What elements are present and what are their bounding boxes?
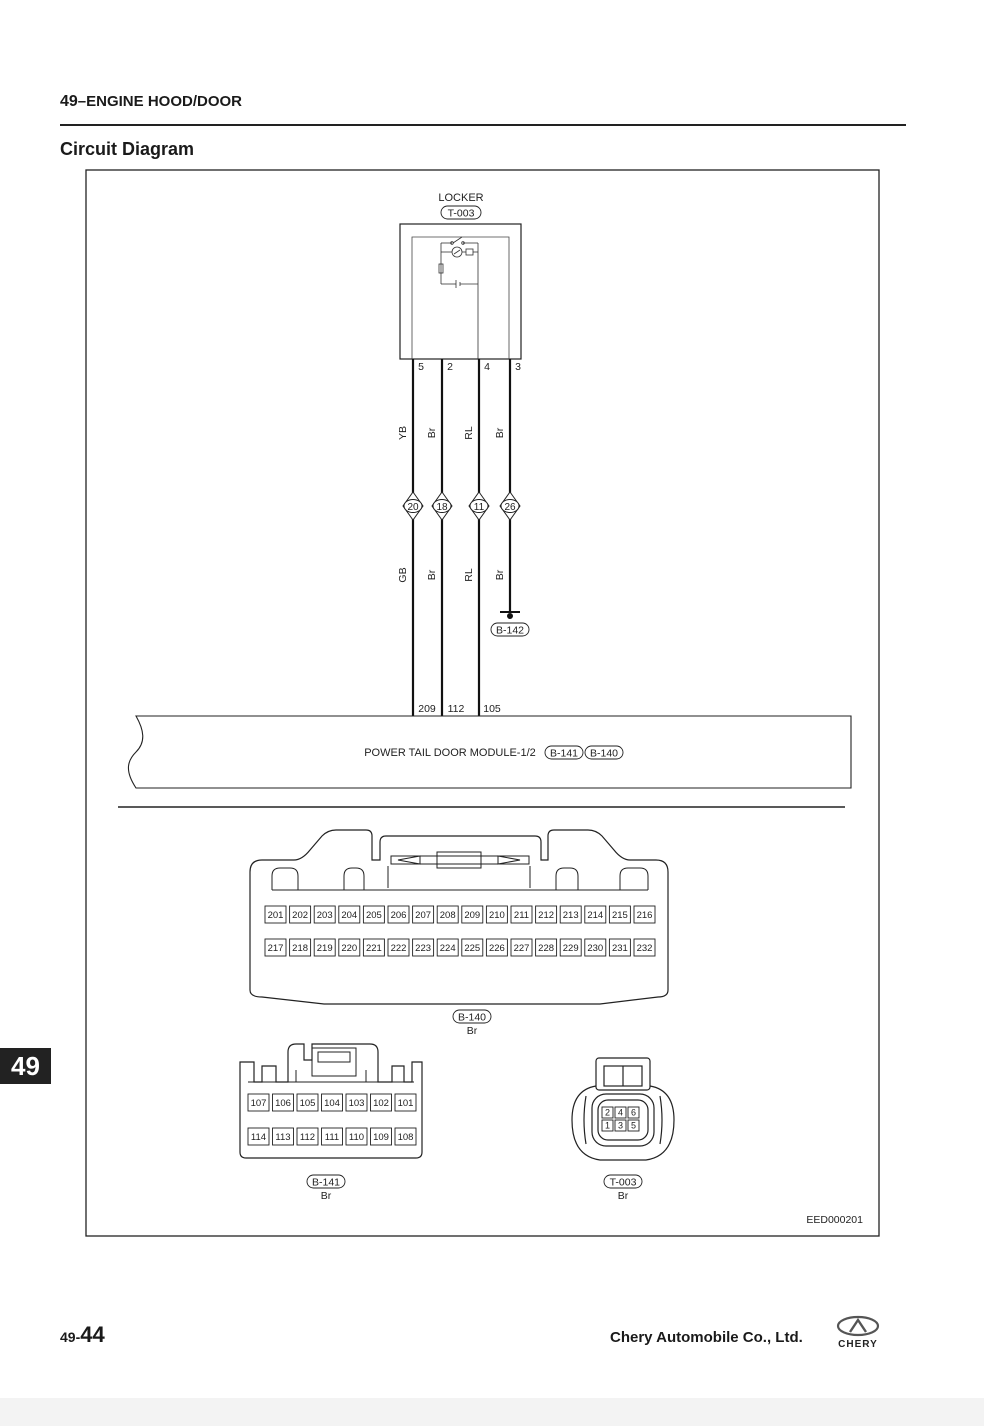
b140-pin-label: 210 (488, 909, 505, 921)
splice-number: 18 (436, 502, 448, 513)
b141-pin-label: 103 (348, 1097, 365, 1109)
wire-color-lower: RL (463, 568, 475, 582)
b141-pin-label: 102 (373, 1097, 389, 1109)
b141-pin-label: 112 (299, 1131, 316, 1143)
diagram-code: EED000201 (806, 1214, 863, 1226)
b140-pin-label: 213 (562, 909, 579, 921)
b141-pins (248, 1094, 416, 1145)
b140-pin-label: 220 (341, 942, 358, 954)
b140-pin-label: 203 (316, 909, 333, 921)
b141-pin-label: 101 (397, 1097, 414, 1109)
t003-pin-label: 5 (630, 1120, 637, 1131)
b141-pin-label: 109 (373, 1131, 389, 1143)
bottom-strip (0, 1398, 984, 1426)
wire-color-upper: YB (397, 425, 409, 441)
t003-pin-label: 6 (630, 1107, 637, 1118)
b141-pin-label: 104 (324, 1097, 340, 1109)
header-section-number: 49 (60, 93, 78, 110)
b140-pin-label: 219 (316, 942, 333, 954)
b140-pin-label: 202 (292, 909, 309, 921)
locker-pin: 2 (447, 361, 453, 373)
b141-pin-label: 108 (397, 1131, 414, 1143)
logo-text: CHERY (838, 1339, 878, 1350)
ground-connector-label: B-142 (495, 624, 525, 637)
b140-pin-label: 223 (415, 942, 432, 954)
b140-pin-label: 230 (587, 942, 604, 954)
locker-pin: 3 (515, 361, 521, 373)
b140-pin-label: 205 (365, 909, 382, 921)
splice-number: 20 (407, 502, 419, 513)
header-title: –ENGINE HOOD/DOOR (77, 93, 242, 110)
b140-pin-label: 231 (611, 942, 628, 954)
module-pin: 112 (447, 703, 465, 715)
module-label: POWER TAIL DOOR MODULE-1/2 (364, 747, 536, 759)
b141-pin-label: 106 (275, 1097, 291, 1109)
b140-pin-label: 221 (365, 942, 382, 954)
b140-name: B-140 (457, 1011, 487, 1024)
locker-connector-label: T-003 (447, 207, 475, 220)
locker-box (400, 224, 521, 359)
splice-diamonds (403, 492, 520, 520)
b140-pin-label: 209 (464, 909, 481, 921)
b140-pin-label: 214 (587, 909, 604, 921)
b140-pin-label: 216 (636, 909, 653, 921)
b141-pin-label: 110 (348, 1131, 365, 1143)
wire-color-upper: Br (426, 427, 438, 439)
t003-pin-label: 3 (617, 1120, 624, 1131)
module-connector-label: B-141 (549, 747, 579, 760)
b140-pin-label: 208 (439, 909, 456, 921)
b140-latch (388, 852, 530, 888)
locker-motor-symbol (439, 237, 478, 359)
b140-pin-label: 226 (488, 942, 505, 954)
b140-pin-label: 207 (415, 909, 432, 921)
b141-latch (248, 1048, 414, 1082)
b141-pin-label: 113 (275, 1131, 291, 1143)
b141-name: B-141 (311, 1176, 341, 1189)
b140-pins (265, 906, 655, 956)
t003-pin-label: 2 (604, 1107, 611, 1118)
t003-pins (602, 1107, 639, 1131)
page-number (60, 1322, 105, 1348)
b140-pin-label: 201 (267, 909, 284, 921)
wire-color-upper: Br (494, 427, 506, 439)
b140-pin-label: 232 (636, 942, 653, 954)
wire-color-upper: RL (463, 426, 475, 440)
splice-number: 26 (504, 502, 516, 513)
page-prefix: 49- (60, 1329, 81, 1345)
b140-pin-label: 229 (562, 942, 579, 954)
b140-pin-label: 228 (538, 942, 555, 954)
chapter-tab: 49 (0, 1048, 51, 1084)
wire-color-lower: Br (426, 569, 438, 581)
wire-harness (413, 359, 510, 716)
b140-inner (272, 868, 648, 890)
b140-pin-label: 225 (464, 942, 481, 954)
t003-pin-label: 1 (604, 1120, 611, 1131)
wire-color-lower: Br (494, 569, 506, 581)
t003-name: T-003 (609, 1176, 637, 1189)
b141-pin-label: 105 (299, 1097, 316, 1109)
b140-color: Br (466, 1025, 478, 1037)
module-pin: 209 (418, 703, 436, 715)
locker-pin: 5 (418, 361, 424, 373)
b140-pin-label: 212 (538, 909, 555, 921)
b140-pin-label: 222 (390, 942, 407, 954)
b141-pin-label: 114 (250, 1131, 267, 1143)
company-name: Chery Automobile Co., Ltd. (610, 1329, 803, 1346)
chery-logo (830, 1314, 886, 1350)
t003-color: Br (617, 1190, 629, 1202)
b141-pin-label: 107 (250, 1097, 267, 1109)
module-connector-label: B-140 (589, 747, 619, 760)
wire-color-lower: GB (397, 567, 409, 583)
b140-pin-label: 224 (439, 942, 456, 954)
t003-pin-label: 4 (617, 1107, 624, 1118)
page-number-value: 44 (80, 1322, 105, 1347)
locker-label: LOCKER (438, 192, 484, 204)
section-title: Circuit Diagram (60, 139, 195, 159)
b140-pin-label: 218 (292, 942, 309, 954)
b140-pin-label: 211 (513, 909, 530, 921)
b140-pin-label: 204 (341, 909, 358, 921)
locker-pin: 4 (484, 361, 490, 373)
module-pin: 105 (483, 703, 501, 715)
b140-pin-label: 206 (390, 909, 407, 921)
b141-color: Br (320, 1190, 332, 1202)
b140-pin-label: 217 (267, 942, 284, 954)
splice-number: 11 (473, 502, 485, 513)
b140-pin-label: 227 (513, 942, 530, 954)
b141-pin-label: 111 (324, 1131, 340, 1143)
b140-pin-label: 215 (611, 909, 628, 921)
